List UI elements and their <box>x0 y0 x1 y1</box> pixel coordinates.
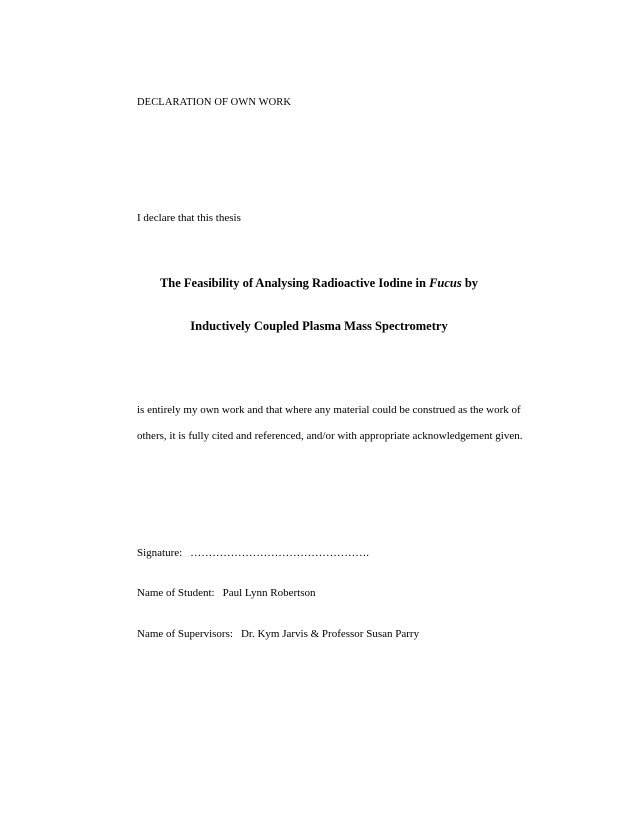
supervisors-label: Name of Supervisors: <box>137 628 233 640</box>
declaration-heading: DECLARATION OF OWN WORK <box>137 97 292 108</box>
intro-text: I declare that this thesis <box>137 212 241 224</box>
statement-line-2: others, it is fully cited and referenced, and/or with appropriate acknowledgement given. <box>137 430 523 442</box>
thesis-title-line-1 <box>30 276 608 291</box>
student-label: Name of Student: <box>137 587 215 599</box>
title-text-before: The Feasibility of Analysing Radioactive Iodine in <box>159 276 430 290</box>
statement-line-1: is entirely my own work and that where any material could be construed as the work of <box>137 404 521 416</box>
thesis-title-line-2: Inductively Coupled Plasma Mass Spectrometry <box>190 319 448 333</box>
supervisors-line <box>137 628 419 640</box>
supervisors-names: Dr. Kym Jarvis & Professor Susan Parry <box>240 628 420 640</box>
student-name: Paul Lynn Robertson <box>222 587 316 599</box>
student-line <box>137 587 316 599</box>
signature-dots: …………………………………………. <box>190 547 369 559</box>
signature-line <box>137 547 369 559</box>
title-text-after: by <box>461 276 479 290</box>
signature-label: Signature: <box>137 547 183 559</box>
title-italic-text: Fucus <box>429 276 462 290</box>
